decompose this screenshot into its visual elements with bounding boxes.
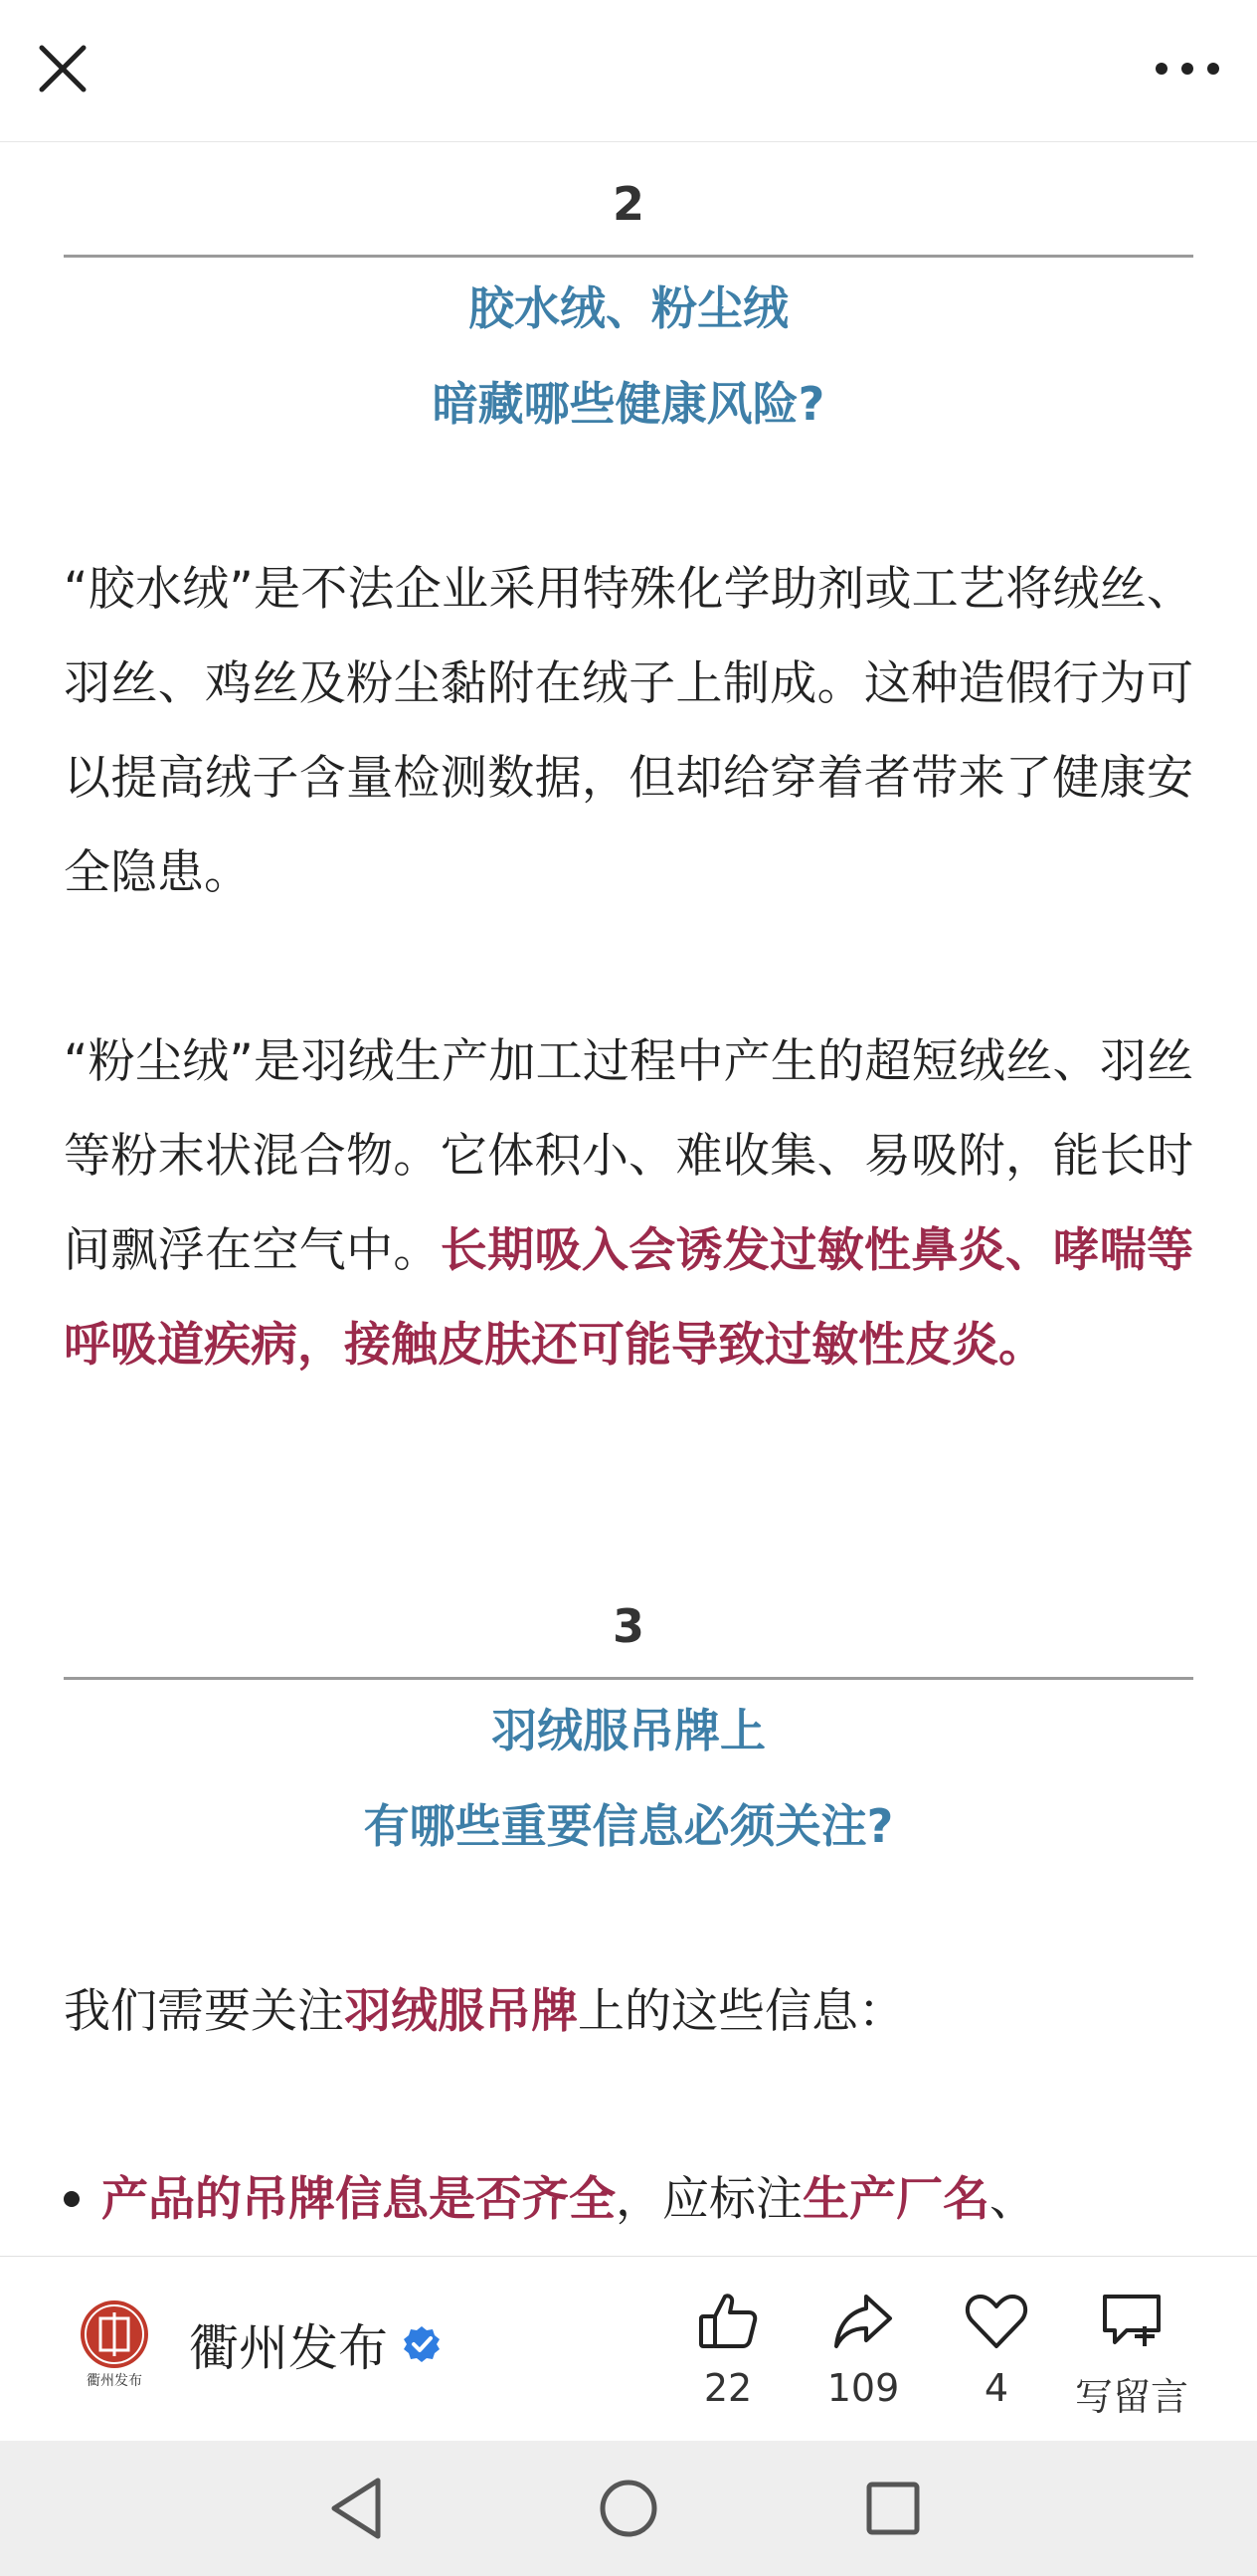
paragraph-text: 上的这些信息： bbox=[578, 1984, 905, 2039]
highlight-text: 产品的吊牌信息是否齐全 bbox=[101, 2172, 616, 2227]
back-triangle-icon bbox=[320, 2471, 396, 2546]
paragraph-text: 、 bbox=[989, 2172, 1036, 2227]
section-number: 3 bbox=[612, 1599, 644, 1653]
more-button[interactable] bbox=[1148, 36, 1227, 101]
share-icon bbox=[828, 2287, 898, 2356]
section-divider bbox=[64, 1677, 1193, 1680]
favorite-count: 4 bbox=[984, 2366, 1009, 2410]
paragraph-dust-down bbox=[64, 1014, 1193, 1392]
write-comment-button[interactable] bbox=[1062, 2287, 1201, 2421]
highlight-text: 羽绒服吊牌 bbox=[344, 1984, 578, 2039]
recents-square-icon bbox=[855, 2471, 931, 2546]
list-item bbox=[42, 2152, 1215, 2247]
bottom-action-bar bbox=[0, 2256, 1257, 2442]
recents-button[interactable] bbox=[855, 2471, 931, 2546]
logo-caption: 衢州发布 bbox=[87, 2373, 142, 2389]
comment-icon bbox=[1097, 2287, 1167, 2356]
thumbs-up-icon bbox=[693, 2287, 763, 2356]
highlight-text: 长期吸入会诱发过敏性鼻炎、哮喘等呼吸道疾病，接触皮肤还可能导致过敏性皮炎。 bbox=[64, 1223, 1194, 1373]
paragraph-text: ，应标注 bbox=[616, 2172, 803, 2227]
paragraph-text: 我们需要关注 bbox=[64, 1984, 344, 2039]
close-button[interactable] bbox=[30, 36, 95, 101]
paragraph-intro bbox=[64, 1964, 1193, 2059]
bullet-icon bbox=[64, 2191, 80, 2207]
account-logo[interactable] bbox=[74, 2297, 155, 2396]
account-name[interactable]: 衢州发布 bbox=[189, 2319, 388, 2377]
section-title-line1: 羽绒服吊牌上 bbox=[491, 1704, 766, 1757]
back-button[interactable] bbox=[320, 2471, 396, 2546]
section-number: 2 bbox=[612, 177, 644, 231]
share-count: 109 bbox=[826, 2366, 900, 2410]
system-nav-bar bbox=[0, 2441, 1257, 2576]
section-divider bbox=[64, 255, 1193, 258]
write-comment-label: 写留言 bbox=[1074, 2375, 1188, 2419]
verified-icon bbox=[402, 2324, 442, 2364]
home-circle-icon bbox=[591, 2471, 666, 2546]
section-title-line1: 胶水绒、粉尘绒 bbox=[468, 281, 789, 335]
like-count: 22 bbox=[703, 2366, 753, 2410]
share-button[interactable] bbox=[794, 2287, 933, 2410]
close-icon bbox=[30, 36, 95, 101]
heart-icon bbox=[962, 2287, 1031, 2356]
paragraph-text: “粉尘绒”是羽绒生产加工过程中产生的超短绒丝、羽丝等粉末状混合物。它体积小、难收集、易吸附，能长时间飘浮在空气中。 bbox=[64, 1034, 1193, 1278]
article-content bbox=[0, 142, 1257, 2256]
like-button[interactable] bbox=[658, 2287, 798, 2410]
section-title-line2: 有哪些重要信息必须关注? bbox=[363, 1799, 894, 1853]
highlight-text: 生产厂名 bbox=[803, 2172, 989, 2227]
favorite-button[interactable] bbox=[927, 2287, 1066, 2410]
section-title-line2: 暗藏哪些健康风险? bbox=[432, 377, 825, 431]
verified-badge bbox=[402, 2324, 442, 2364]
top-bar bbox=[0, 0, 1257, 142]
home-button[interactable] bbox=[591, 2471, 666, 2546]
paragraph-glue-down: “胶水绒”是不法企业采用特殊化学助剂或工艺将绒丝、羽丝、鸡丝及粉尘黏附在绒子上制成。这种造假行为可以提高绒子含量检测数据，但却给穿着者带来了健康安全隐患。 bbox=[64, 562, 1193, 900]
more-icon bbox=[1148, 36, 1227, 101]
